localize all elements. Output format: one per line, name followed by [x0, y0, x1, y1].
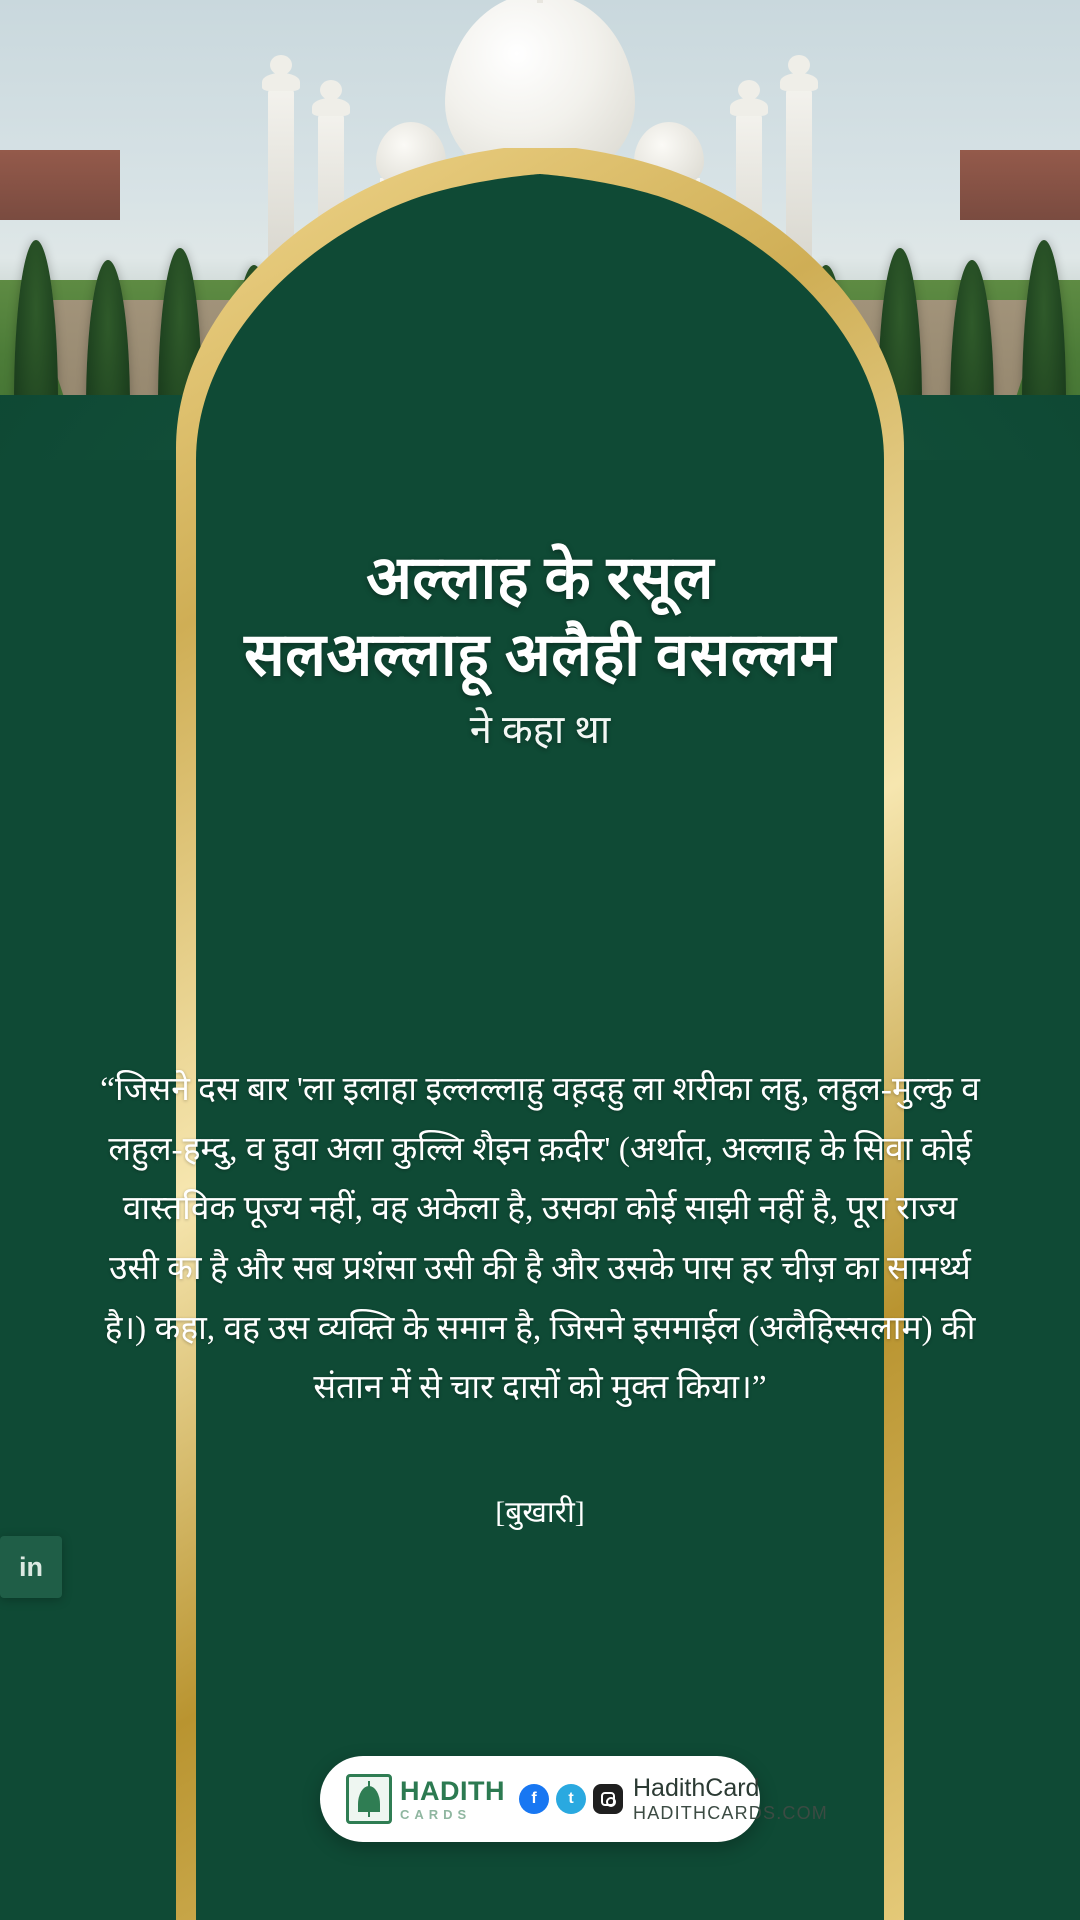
- hadith-source: [बुखारी]: [495, 1496, 585, 1529]
- facebook-glyph: f: [531, 1790, 537, 1807]
- page-title: [0, 540, 1080, 760]
- brand-logo-text: [400, 1775, 505, 1822]
- brand-handle-block: [633, 1774, 828, 1823]
- arch-inner-fill: [196, 170, 884, 1920]
- brand-website: HADITHCARDS.COM: [633, 1803, 829, 1824]
- brand-name-primary: HADITH: [400, 1775, 505, 1806]
- social-links[interactable]: [519, 1784, 623, 1814]
- facebook-icon[interactable]: [519, 1784, 549, 1814]
- brand-name-secondary: CARDS: [400, 1806, 472, 1822]
- taj-finial: [537, 0, 543, 3]
- twitter-icon[interactable]: [556, 1784, 586, 1814]
- twitter-glyph: t: [568, 1790, 574, 1807]
- heading-line-2: सलअल्लाहू अलैही वसल्लम: [244, 621, 836, 688]
- gold-arch-frame: [0, 148, 1080, 1920]
- hadith-cards-logo-icon: [346, 1774, 392, 1824]
- brand-handle: HadithCard: [633, 1774, 760, 1803]
- instagram-icon[interactable]: [593, 1784, 623, 1814]
- heading-line-3: ने कहा था: [469, 706, 611, 752]
- linkedin-icon[interactable]: [0, 1536, 62, 1598]
- hadith-text: “जिसने दस बार 'ला इलाहा इल्लल्लाहु वह़दहु ला शरीका लहु, लहुल-मुल्कु व लहुल-हम्दु, व हुवा अला कुल्लि शैइन क़दीर' (अर्थात, अल्लाह के सिवा कोई वास्तविक पूज्य नहीं, वह अकेला है, उसका कोई साझी नहीं है, पूरा राज्य उसी का है और सब प्रशंसा उसी की है और उसके पास हर चीज़ का सामर्थ्य है।) कहा, वह उस व्यक्ति के समान है, जिसने इसमाईल (अलैहिस्सलाम) की संतान में से चार दासों को मुक्त किया।”: [100, 1071, 980, 1407]
- footer-brand-badge[interactable]: [320, 1756, 829, 1842]
- linkedin-label: in: [19, 1551, 43, 1582]
- heading-line-1: अल्लाह के रसूल: [366, 545, 714, 611]
